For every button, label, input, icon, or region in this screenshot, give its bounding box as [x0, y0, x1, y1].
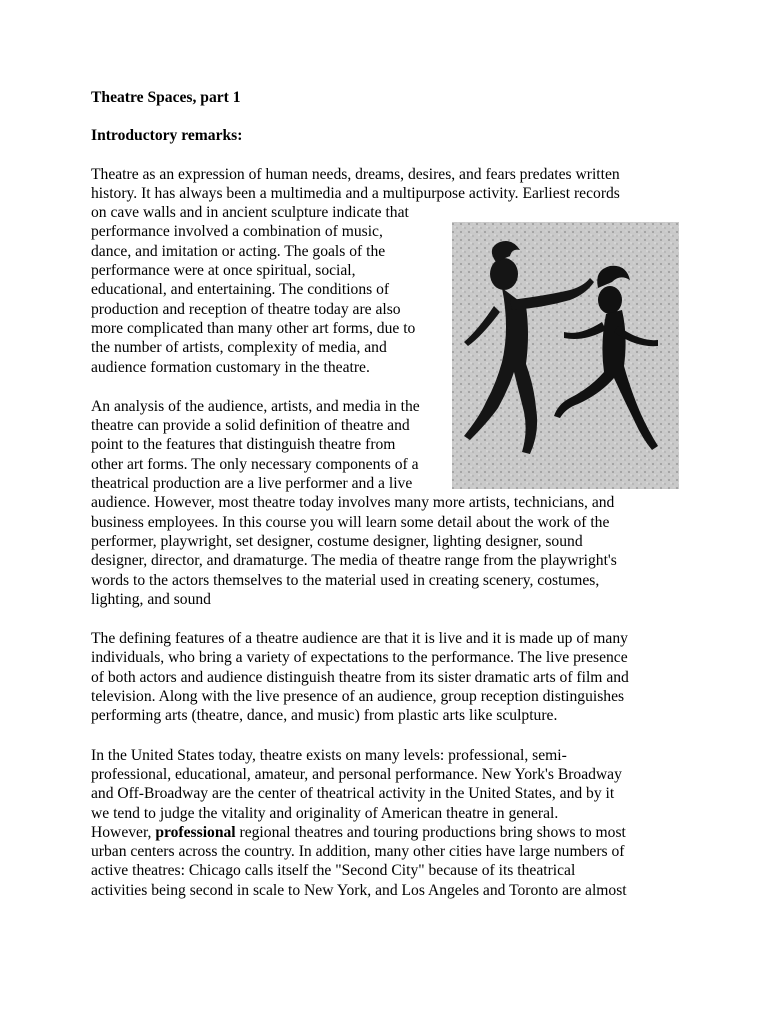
text-line: professional, educational, amateur, and personal performance. New York's Broadway — [91, 765, 622, 783]
text-line: educational, and entertaining. The conditions of — [91, 281, 390, 299]
text-line: and Off-Broadway are the center of theatrical activity in the United States, and by it — [91, 785, 615, 803]
text-line: production and reception of theatre today are also — [91, 300, 401, 318]
text-line: of both actors and audience distinguish theatre from its sister dramatic arts of film and — [91, 668, 629, 686]
text-line: on cave walls and in ancient sculpture indicate that — [91, 204, 409, 222]
text-line: theatrical production are a live performer and a live — [91, 475, 413, 493]
text-line: designer, director, and dramaturge. The media of theatre range from the playwright's — [91, 552, 617, 570]
paragraph-3 — [91, 629, 691, 725]
text-line: urban centers across the country. In addition, many other cities have large numbers of — [91, 843, 625, 861]
text-run: However, — [91, 823, 156, 841]
rock-texture — [452, 222, 679, 489]
text-line: the number of artists, complexity of media, and — [91, 339, 387, 357]
text-line: The defining features of a theatre audience are that it is live and it is made up of many — [91, 630, 628, 648]
text-line: activities being second in scale to New York, and Los Angeles and Toronto are almost — [91, 881, 627, 899]
text-line: lighting, and sound — [91, 590, 211, 608]
text-line: television. Along with the live presence of an audience, group reception distinguishes — [91, 688, 625, 706]
text-line: performing arts (theatre, dance, and music) from plastic arts like sculpture. — [91, 707, 558, 725]
text-line: active theatres: Chicago calls itself the "Second City" because of its theatrical — [91, 862, 576, 880]
text-line: audience. However, most theatre today involves many more artists, technicians, and — [91, 494, 615, 512]
cave-painting-dancers-image — [452, 222, 679, 489]
text-line: audience formation customary in the theatre. — [91, 358, 370, 376]
text-line: other art forms. The only necessary components of a — [91, 455, 419, 473]
bold-term-professional: professional — [155, 823, 236, 841]
text-line: An analysis of the audience, artists, and media in the — [91, 397, 420, 415]
text-line: theatre can provide a solid definition of theatre and — [91, 417, 410, 435]
text-line: history. It has always been a multimedia and a multipurpose activity. Earliest records — [91, 184, 620, 202]
section-heading: Introductory remarks: — [91, 127, 243, 145]
text-line: performance were at once spiritual, social, — [91, 262, 356, 280]
text-line: performance involved a combination of music, — [91, 223, 383, 241]
text-line: performer, playwright, set designer, costume designer, lighting designer, sound — [91, 532, 583, 550]
document-title: Theatre Spaces, part 1 — [91, 89, 241, 106]
text-line: we tend to judge the vitality and originality of American theatre in general. — [91, 804, 559, 822]
text-line-with-bold — [91, 823, 691, 842]
text-line: individuals, who bring a variety of expectations to the performance. The live presence — [91, 649, 628, 667]
text-line: dance, and imitation or acting. The goals of the — [91, 242, 386, 260]
text-line: In the United States today, theatre exists on many levels: professional, semi- — [91, 746, 567, 764]
text-line: words to the actors themselves to the material used in creating scenery, costumes, — [91, 571, 600, 589]
paragraph-4 — [91, 746, 691, 900]
text-line: business employees. In this course you will learn some detail about the work of the — [91, 513, 610, 531]
cave-painting-illustration — [452, 222, 679, 489]
text-line: point to the features that distinguish theatre from — [91, 436, 396, 454]
text-line: Theatre as an expression of human needs, dreams, desires, and fears predates written — [91, 165, 620, 183]
text-line: more complicated than many other art forms, due to — [91, 319, 416, 337]
text-run: regional theatres and touring productions bring shows to most — [235, 823, 626, 841]
document-page — [91, 88, 691, 920]
